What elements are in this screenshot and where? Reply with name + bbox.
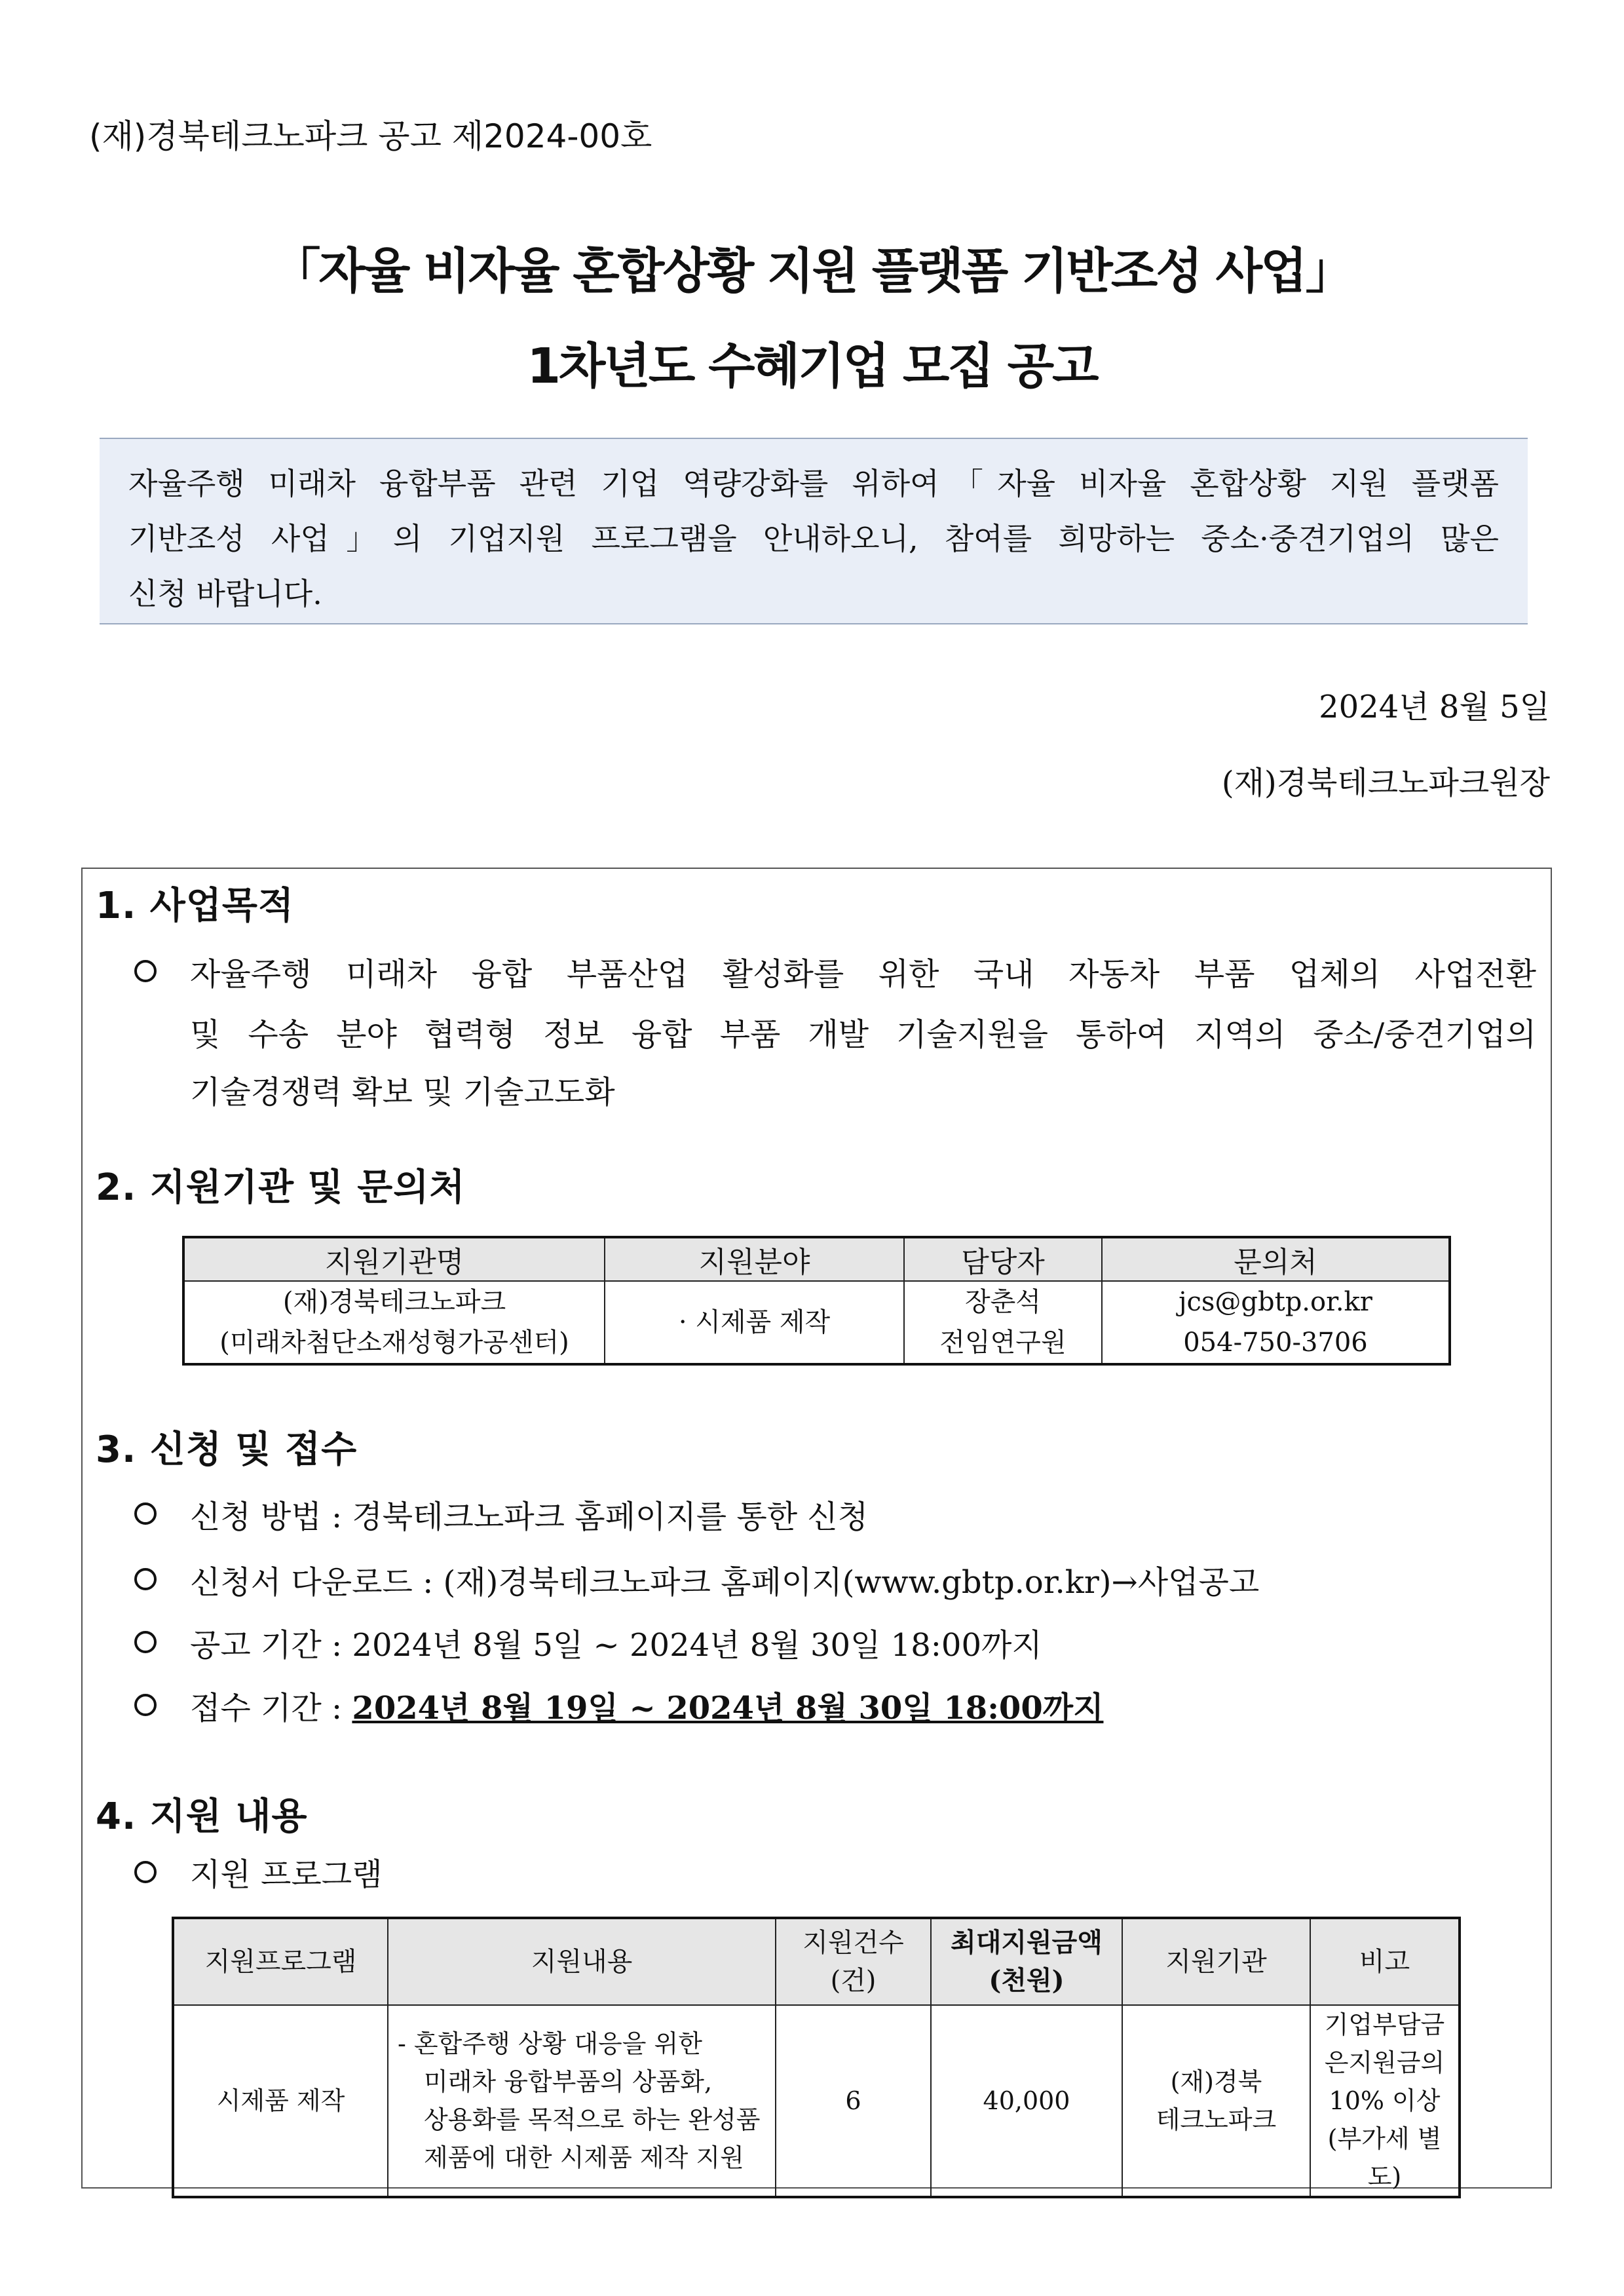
bullet-circle-icon <box>134 1568 157 1590</box>
table-header: 지원내용 <box>388 1918 776 2005</box>
contact-table <box>182 1236 1451 1366</box>
note-cell <box>1310 2005 1460 2197</box>
table-header: 지원기관명 <box>183 1237 605 1281</box>
contact-email[interactable]: jcs@gbtp.or.kr <box>1179 1287 1372 1317</box>
max-amount-cell: 40,000 <box>931 2005 1122 2197</box>
section3-heading: 3. 신청 및 접수 <box>96 1428 358 1471</box>
notice-number: (재)경북테크노파크 공고 제2024-00호 <box>89 117 652 155</box>
table-row <box>183 1281 1450 1364</box>
header-line: (건) <box>830 1966 877 1996</box>
note-line: (부가세 별도) <box>1327 2124 1442 2191</box>
note-line: 기업부담금 <box>1324 2010 1445 2039</box>
section1-line2: 및 수송 분야 협력형 정보 융합 부품 개발 기술지원을 통하여 지역의 중소/중견기업의 <box>190 1016 1536 1053</box>
org-name: (재)경북테크노파크 <box>282 1287 506 1317</box>
org-line: 테크노파크 <box>1156 2105 1277 2134</box>
org-line: (재)경북 <box>1170 2067 1262 2096</box>
bullet-circle-icon <box>134 1502 157 1525</box>
field-cell: · 시제품 제작 <box>605 1281 904 1364</box>
count-cell: 6 <box>776 2005 931 2197</box>
table-header: 지원프로그램 <box>173 1918 388 2005</box>
notice-date: 2024년 8월 5일 <box>1319 689 1550 725</box>
content-line: - 혼합주행 상황 대응을 위한 <box>398 2029 702 2058</box>
apply-method: 신청 방법 : 경북테크노파크 홈페이지를 통한 신청 <box>190 1499 869 1535</box>
table-header <box>931 1918 1122 2005</box>
section2-heading: 2. 지원기관 및 문의처 <box>96 1166 466 1209</box>
page-title-line2: 1차년도 수혜기업 모집 공고 <box>527 338 1097 394</box>
table-header: 문의처 <box>1102 1237 1450 1281</box>
content-line: 상용화를 목적으로 하는 완성품 <box>424 2105 761 2134</box>
receipt-label: 접수 기간 : <box>190 1690 352 1727</box>
contact-name: 장춘석 <box>965 1287 1041 1317</box>
table-row <box>173 2005 1460 2197</box>
bullet-circle-icon <box>134 1694 157 1716</box>
table-header: 지원분야 <box>605 1237 904 1281</box>
contact-title: 전임연구원 <box>939 1328 1067 1358</box>
notice-period: 공고 기간 : 2024년 8월 5일 ~ 2024년 8월 30일 18:00까지 <box>190 1627 1042 1664</box>
contact-phone: 054-750-3706 <box>1183 1328 1368 1358</box>
table-header: 담당자 <box>904 1237 1102 1281</box>
table-header: 비고 <box>1310 1918 1460 2005</box>
bullet-circle-icon <box>134 1861 157 1883</box>
bullet-circle-icon <box>134 960 157 982</box>
contact-cell <box>904 1281 1102 1364</box>
page-title-line1: 「자율 비자율 혼합상황 지원 플랫폼 기반조성 사업」 <box>272 243 1352 299</box>
bullet-circle-icon <box>134 1631 157 1653</box>
org-cell <box>1122 2005 1310 2197</box>
header-line: 최대지원금액 <box>951 1927 1103 1958</box>
summary-line1: 자율주행 미래차 융합부품 관련 기업 역량강화를 위하여「자율 비자율 혼합상황 지원 플랫폼 <box>128 466 1499 501</box>
section4-heading: 4. 지원 내용 <box>96 1795 308 1838</box>
table-header: 지원기관 <box>1122 1918 1310 2005</box>
receipt-period-line <box>190 1683 1103 1728</box>
header-line: (천원) <box>989 1965 1065 1996</box>
signer: (재)경북테크노파크원장 <box>1221 765 1550 801</box>
org-center: (미래차첨단소재성형가공센터) <box>219 1328 569 1358</box>
program-cell: 시제품 제작 <box>173 2005 388 2197</box>
summary-line2: 기반조성 사업」의 기업지원 프로그램을 안내하오니, 참여를 희망하는 중소·중견기업의 많은 <box>128 521 1499 556</box>
receipt-period: 2024년 8월 19일 ~ 2024년 8월 30일 18:00까지 <box>352 1690 1104 1727</box>
content-cell <box>388 2005 776 2197</box>
org-cell <box>183 1281 605 1364</box>
table-header <box>776 1918 931 2005</box>
content-line: 미래차 융합부품의 상품화, <box>424 2067 713 2096</box>
inquiry-cell <box>1102 1281 1450 1364</box>
header-line: 지원건수 <box>803 1928 904 1958</box>
note-line: 은지원금의 <box>1324 2048 1445 2077</box>
content-line: 제품에 대한 시제품 제작 지원 <box>424 2143 744 2172</box>
section1-line1: 자율주행 미래차 융합 부품산업 활성화를 위한 국내 자동차 부품 업체의 사업전환 <box>190 956 1536 993</box>
support-program-label: 지원 프로그램 <box>190 1856 383 1893</box>
support-program-table <box>172 1917 1461 2198</box>
summary-line3: 신청 바랍니다. <box>128 576 322 611</box>
summary-box <box>100 438 1528 624</box>
section1-line3: 기술경쟁력 확보 및 기술고도화 <box>190 1074 615 1111</box>
form-download: 신청서 다운로드 : (재)경북테크노파크 홈페이지(www.gbtp.or.kr)→사업공고 <box>190 1564 1260 1601</box>
section1-heading: 1. 사업목적 <box>96 885 295 927</box>
note-line: 10% 이상 <box>1329 2086 1441 2115</box>
